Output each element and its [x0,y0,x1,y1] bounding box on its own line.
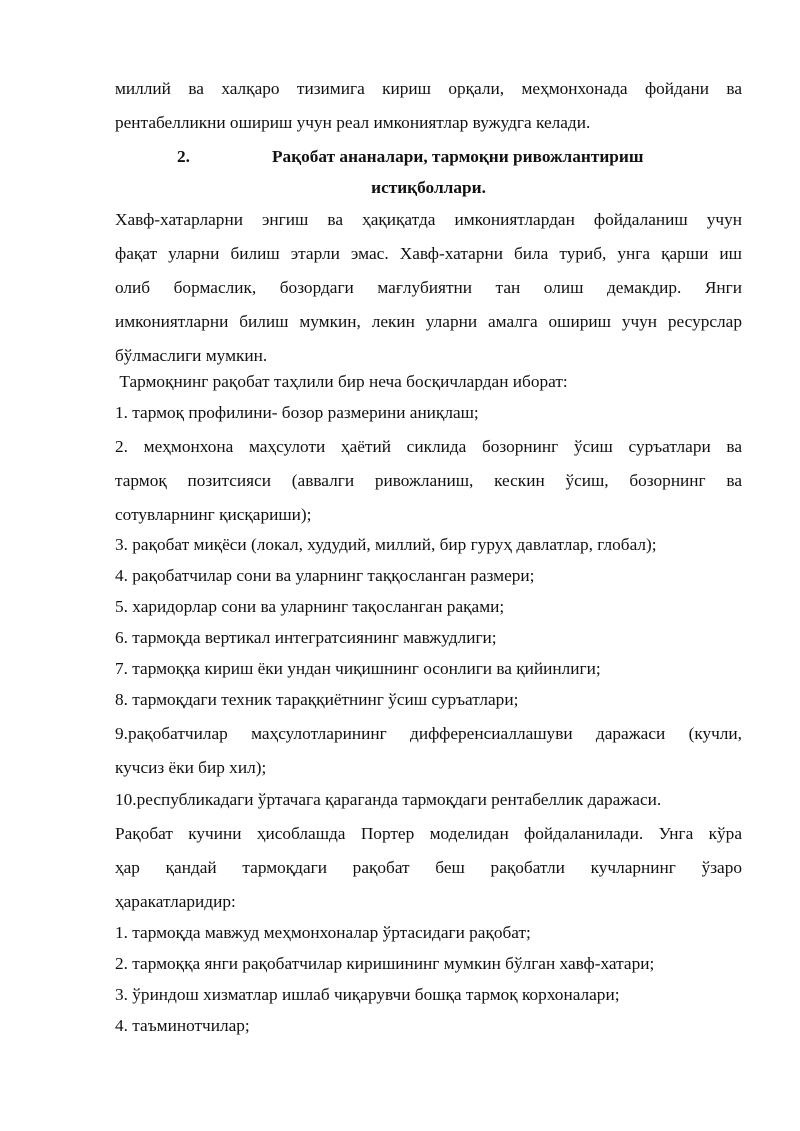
section-number: 2. [177,147,190,166]
text-line: имкониятларни билиш мумкин, лекин уларни амалга ошириш учун ресурслар [115,312,742,331]
section-heading: Рақобат ананалари, тармоқни ривожлантириш [272,147,644,166]
list-item: 3. ўриндош хизматлар ишлаб чиқарувчи бошқа тармоқ корхоналари; [115,985,620,1004]
text-line: Хавф-хатарларни энгиш ва ҳақиқатда имкониятлардан фойдаланиш учун [115,210,742,229]
list-item: 2. меҳмонхона маҳсулоти ҳаётий сиклида бозорнинг ўсиш суръатлари ва [115,437,742,456]
text-line: ҳар қандай тармоқдаги рақобат беш рақобатли кучларнинг ўзаро [115,858,742,877]
list-item: 1. тармоқда мавжуд меҳмонхоналар ўртасидаги рақобат; [115,923,531,942]
text-line: ҳаракатларидир: [115,892,236,911]
list-item: 9.рақобатчилар маҳсулотларининг дифференсиаллашуви даражаси (кучли, [115,724,742,743]
list-item: сотувларнинг қисқариши); [115,505,312,524]
text-line: миллий ва халқаро тизимига кириш орқали, меҳмонхонада фойдани ва [115,79,742,98]
text-line: фақат уларни билиш этарли эмас. Хавф-хатарни била туриб, унга қарши иш [115,244,742,263]
list-item: 5. харидорлар сони ва уларнинг тақосланган рақами; [115,597,505,616]
text-line: рентабелликни ошириш учун реал имкониятлар вужудга келади. [115,113,591,132]
list-item: 1. тармоқ профилини- бозор размерини аниқлаш; [115,403,479,422]
text-line: Рақобат кучини ҳисоблашда Портер моделидан фойдаланилади. Унга кўра [115,824,742,843]
list-item: 2. тармоққа янги рақобатчилар киришининг мумкин бўлган хавф-хатари; [115,954,655,973]
list-item: 7. тармоққа кириш ёки ундан чиқишнинг осонлиги ва қийинлиги; [115,659,601,678]
list-item: 4. таъминотчилар; [115,1016,250,1035]
list-item: 8. тармоқдаги техник тараққиётнинг ўсиш суръатлари; [115,690,519,709]
text-line: Тармоқнинг рақобат таҳлили бир неча босқичлардан иборат: [115,372,568,391]
section-heading-continued: истиқболлари. [371,178,486,197]
text-line: бўлмаслиги мумкин. [115,346,268,365]
text-line: олиб бормаслик, бозордаги мағлубиятни тан олиш демакдир. Янги [115,278,742,297]
list-item: кучсиз ёки бир хил); [115,758,267,777]
list-item: 10.республикадаги ўртачага қараганда тармоқдаги рентабеллик даражаси. [115,790,662,809]
list-item: тармоқ позитсияси (аввалги ривожланиш, кескин ўсиш, бозорнинг ва [115,471,742,490]
list-item: 6. тармоқда вертикал интегратсиянинг мавжудлиги; [115,628,497,647]
list-item: 4. рақобатчилар сони ва уларнинг таққосланган размери; [115,566,535,585]
list-item: 3. рақобат миқёси (локал, худудий, миллий, бир гуруҳ давлатлар, глобал); [115,535,657,554]
